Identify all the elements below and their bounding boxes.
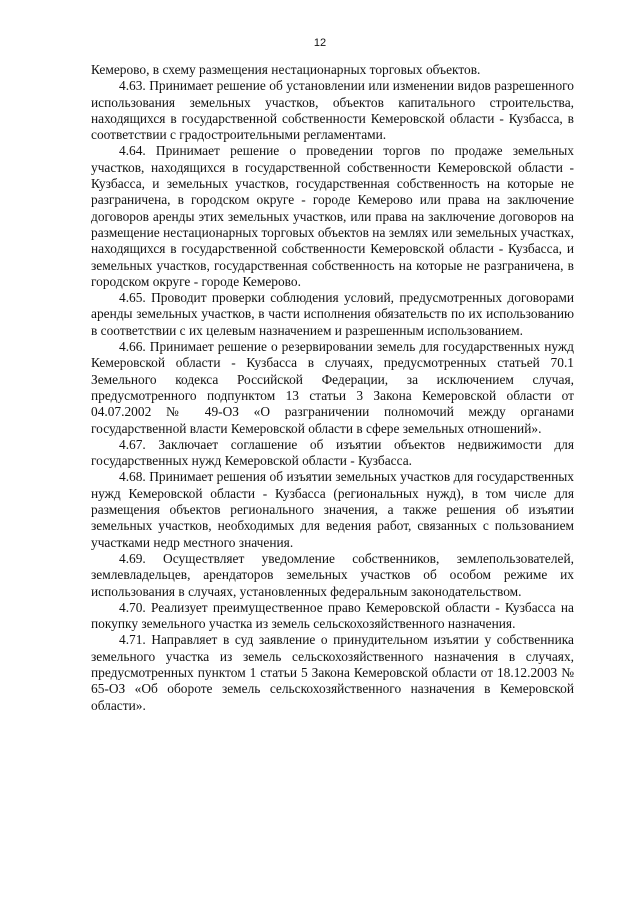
paragraph-4-68: 4.68. Принимает решения об изъятии земельных участков для государственных нужд Кемеровской области - Кузбасса (региональных нужд), в том числе для размещения объектов регионального значения, а также решения об изъятии земельных участков, необходимых для ведения работ, связанных с пользованием участками недр местного значения.: [91, 469, 574, 550]
paragraph-4-64: 4.64. Принимает решение о проведении торгов по продаже земельных участков, находящихся в государственной собственности Кемеровской области - Кузбасса, и земельных участков, государственная собственность на которые не разграничена, в городском округе - городе Кемерово или права на заключение договоров аренды этих земельных участков, или права на заключение договоров на размещение нестационарных торговых объектов на землях или земельных участках, находящихся в государственной собственности Кемеровской области - Кузбасса, и земельных участков, государственная собственность на которые не разграничена, в городском округе - городе Кемерово.: [91, 143, 574, 289]
paragraph-continuation: Кемерово, в схему размещения нестационарных торговых объектов.: [91, 62, 481, 77]
paragraph-4-70: 4.70. Реализует преимущественное право Кемеровской области - Кузбасса на покупку земельного участка из земель сельскохозяйственного назначения.: [91, 599, 574, 632]
page-number: 12: [313, 37, 327, 49]
paragraph-4-66: 4.66. Принимает решение о резервировании земель для государственных нужд Кемеровской области - Кузбасса в случаях, предусмотренных статьей 70.1 Земельного кодекса Российской Федерации, за исключением случая, предусмотренного подпунктом 13 статьи 3 Закона Кемеровской области от 04.07.2002 № 49-ОЗ «О разграничении полномочий между органами государственной власти Кемеровской области в сфере земельных отношений».: [91, 339, 574, 436]
paragraph-4-69: 4.69. Осуществляет уведомление собственников, землепользователей, землевладельцев, арендаторов земельных участков об особом режиме их использования в случаях, установленных федеральным законодательством.: [91, 550, 574, 599]
paragraph-4-65: 4.65. Проводит проверки соблюдения условий, предусмотренных договорами аренды земельных участков, в части исполнения обязательств по их использованию в соответствии с их целевым назначением и разрешенным использованием.: [91, 290, 574, 338]
paragraph-4-71: 4.71. Направляет в суд заявление о принудительном изъятии у собственника земельного участка из земель сельскохозяйственного назначения в случаях, предусмотренных пунктом 1 статьи 5 Закона Кемеровской области от 18.12.2003 № 65-ОЗ «Об обороте земель сельскохозяйственного назначения в Кемеровской области».: [91, 632, 574, 713]
paragraph-4-63: 4.63. Принимает решение об установлении или изменении видов разрешенного использования земельных участков, объектов капитального строительства, находящихся в государственной собственности Кемеровской области - Кузбасса, в соответствии с градостроительными регламентами.: [91, 78, 574, 143]
document-body: [91, 62, 574, 714]
paragraph-4-67: 4.67. Заключает соглашение об изъятии объектов недвижимости для государственных нужд Кемеровской области - Кузбасса.: [91, 436, 574, 469]
